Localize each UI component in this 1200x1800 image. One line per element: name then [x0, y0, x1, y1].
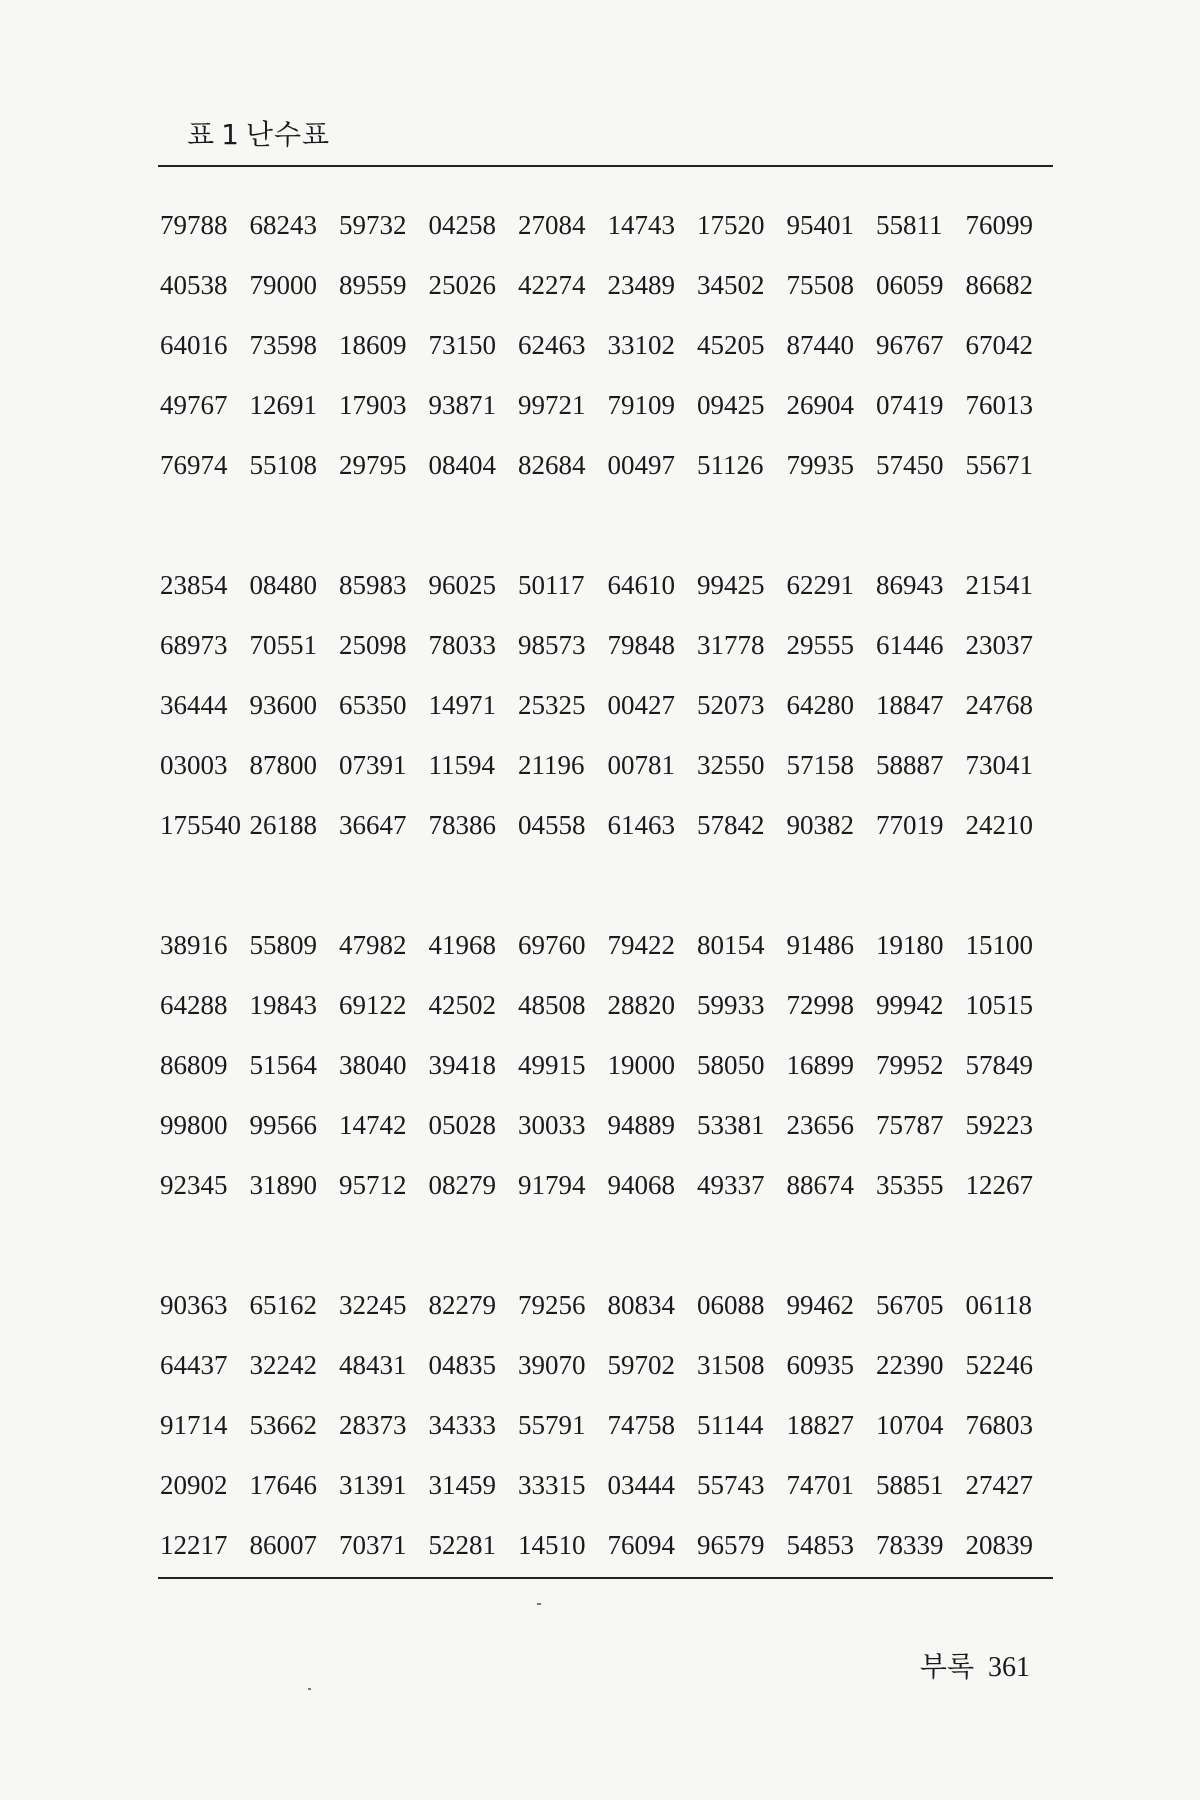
table-cell: 09425	[697, 389, 765, 420]
table-cell: 33315	[518, 1469, 586, 1500]
footer-label: 부록	[919, 1650, 974, 1683]
table-cell: 79848	[607, 629, 675, 660]
table-cell: 72998	[786, 989, 854, 1020]
table-cell: 29555	[786, 629, 854, 660]
table-cell: 93600	[249, 689, 317, 720]
table-cell: 79935	[786, 449, 854, 480]
table-cell: 88674	[786, 1169, 854, 1200]
table-cell: 86007	[249, 1529, 317, 1560]
table-cell: 06118	[965, 1289, 1032, 1320]
table-row	[160, 1335, 1055, 1395]
table-cell: 20902	[160, 1469, 228, 1500]
table-cell: 95401	[786, 209, 854, 240]
number-block	[160, 1275, 1055, 1575]
table-cell: 52073	[697, 689, 765, 720]
table-cell: 00497	[607, 449, 675, 480]
table-cell: 34502	[697, 269, 765, 300]
table-cell: 77019	[876, 809, 944, 840]
table-cell: 50117	[518, 569, 585, 600]
table-cell: 17520	[697, 209, 765, 240]
table-row	[160, 1275, 1055, 1335]
table-cell: 34333	[428, 1409, 496, 1440]
page-number: 361	[988, 1652, 1030, 1683]
table-cell: 10704	[876, 1409, 944, 1440]
table-cell: 80154	[697, 929, 765, 960]
table-cell: 04258	[428, 209, 496, 240]
table-title-text: 난수표	[245, 118, 331, 151]
table-cell: 18609	[339, 329, 407, 360]
table-cell: 68973	[160, 629, 228, 660]
table-row	[160, 795, 1055, 855]
table-row	[160, 195, 1055, 255]
table-cell: 59223	[965, 1109, 1033, 1140]
table-cell: 21541	[965, 569, 1033, 600]
table-cell: 89559	[339, 269, 407, 300]
table-cell: 57842	[697, 809, 765, 840]
table-cell: 91794	[518, 1169, 586, 1200]
table-cell: 55743	[697, 1469, 765, 1500]
table-cell: 28373	[339, 1409, 407, 1440]
table-cell: 70551	[249, 629, 317, 660]
table-cell: 48431	[339, 1349, 407, 1380]
table-cell: 14743	[607, 209, 675, 240]
table-row	[160, 1515, 1055, 1575]
table-row	[160, 975, 1055, 1035]
table-cell: 79952	[876, 1049, 944, 1080]
table-cell: 70371	[339, 1529, 407, 1560]
table-cell: 29795	[339, 449, 407, 480]
table-cell: 26188	[249, 809, 317, 840]
table-cell: 31391	[339, 1469, 407, 1500]
table-cell: 79422	[607, 929, 675, 960]
table-cell: 14510	[518, 1529, 586, 1560]
table-cell: 39418	[428, 1049, 496, 1080]
table-row	[160, 555, 1055, 615]
table-row	[160, 1095, 1055, 1155]
table-row	[160, 615, 1055, 675]
table-cell: 58050	[697, 1049, 765, 1080]
table-cell: 19180	[876, 929, 944, 960]
top-rule	[158, 165, 1053, 167]
table-cell: 23489	[607, 269, 675, 300]
table-cell: 99721	[518, 389, 586, 420]
table-cell: 19843	[249, 989, 317, 1020]
table-cell: 98573	[518, 629, 586, 660]
table-cell: 42274	[518, 269, 586, 300]
table-row	[160, 1455, 1055, 1515]
table-cell: 35355	[876, 1169, 944, 1200]
table-cell: 64016	[160, 329, 228, 360]
table-cell: 12267	[965, 1169, 1033, 1200]
table-cell: 91486	[786, 929, 854, 960]
table-cell: 42502	[428, 989, 496, 1020]
table-cell: 57849	[965, 1049, 1033, 1080]
table-title-number: 1	[221, 118, 240, 151]
table-cell: 25098	[339, 629, 407, 660]
table-cell: 51144	[697, 1409, 764, 1440]
table-cell: 28820	[607, 989, 675, 1020]
table-cell: 175540	[160, 809, 241, 840]
table-cell: 57450	[876, 449, 944, 480]
table-cell: 64280	[786, 689, 854, 720]
table-cell: 41968	[428, 929, 496, 960]
table-cell: 12691	[249, 389, 317, 420]
table-cell: 47982	[339, 929, 407, 960]
table-cell: 38040	[339, 1049, 407, 1080]
table-cell: 79256	[518, 1289, 586, 1320]
table-cell: 76099	[965, 209, 1033, 240]
table-cell: 56705	[876, 1289, 944, 1320]
table-cell: 76013	[965, 389, 1033, 420]
table-cell: 55791	[518, 1409, 586, 1440]
table-cell: 90382	[786, 809, 854, 840]
random-number-table	[160, 195, 1055, 1575]
table-cell: 68243	[249, 209, 317, 240]
table-cell: 00781	[607, 749, 675, 780]
table-cell: 18847	[876, 689, 944, 720]
table-cell: 31778	[697, 629, 765, 660]
table-cell: 11594	[428, 749, 495, 780]
table-cell: 99462	[786, 1289, 854, 1320]
number-block	[160, 195, 1055, 495]
table-cell: 55811	[876, 209, 943, 240]
table-row	[160, 315, 1055, 375]
table-cell: 75787	[876, 1109, 944, 1140]
table-cell: 30033	[518, 1109, 586, 1140]
table-cell: 32550	[697, 749, 765, 780]
table-cell: 04835	[428, 1349, 496, 1380]
table-cell: 53662	[249, 1409, 317, 1440]
table-cell: 96579	[697, 1529, 765, 1560]
number-block	[160, 915, 1055, 1215]
table-cell: 73041	[965, 749, 1033, 780]
table-cell: 58887	[876, 749, 944, 780]
table-cell: 94889	[607, 1109, 675, 1140]
table-cell: 55671	[965, 449, 1033, 480]
table-row	[160, 1035, 1055, 1095]
table-cell: 17646	[249, 1469, 317, 1500]
table-cell: 51564	[249, 1049, 317, 1080]
table-cell: 25026	[428, 269, 496, 300]
table-cell: 64610	[607, 569, 675, 600]
table-cell: 87440	[786, 329, 854, 360]
table-row	[160, 375, 1055, 435]
table-cell: 69122	[339, 989, 407, 1020]
table-title-prefix: 표	[187, 118, 216, 151]
table-cell: 86809	[160, 1049, 228, 1080]
table-cell: 76803	[965, 1409, 1033, 1440]
table-cell: 08404	[428, 449, 496, 480]
table-cell: 99800	[160, 1109, 228, 1140]
table-row	[160, 915, 1055, 975]
table-cell: 39070	[518, 1349, 586, 1380]
table-cell: 04558	[518, 809, 586, 840]
table-cell: 93871	[428, 389, 496, 420]
table-cell: 10515	[965, 989, 1033, 1020]
table-cell: 49915	[518, 1049, 586, 1080]
table-cell: 73150	[428, 329, 496, 360]
table-cell: 65350	[339, 689, 407, 720]
table-cell: 67042	[965, 329, 1033, 360]
table-cell: 62463	[518, 329, 586, 360]
table-cell: 22390	[876, 1349, 944, 1380]
table-cell: 32242	[249, 1349, 317, 1380]
table-row	[160, 735, 1055, 795]
table-cell: 96025	[428, 569, 496, 600]
table-cell: 51126	[697, 449, 764, 480]
table-cell: 85983	[339, 569, 407, 600]
table-cell: 55108	[249, 449, 317, 480]
table-cell: 79000	[249, 269, 317, 300]
table-cell: 40538	[160, 269, 228, 300]
table-cell: 03003	[160, 749, 228, 780]
table-cell: 48508	[518, 989, 586, 1020]
table-cell: 65162	[249, 1289, 317, 1320]
table-cell: 45205	[697, 329, 765, 360]
table-cell: 53381	[697, 1109, 765, 1140]
table-cell: 86943	[876, 569, 944, 600]
table-cell: 58851	[876, 1469, 944, 1500]
table-row	[160, 255, 1055, 315]
bottom-rule	[158, 1577, 1053, 1579]
table-cell: 31508	[697, 1349, 765, 1380]
table-cell: 05028	[428, 1109, 496, 1140]
table-cell: 61463	[607, 809, 675, 840]
table-cell: 94068	[607, 1169, 675, 1200]
page-footer	[920, 1645, 1030, 1685]
table-cell: 62291	[786, 569, 854, 600]
table-cell: 79788	[160, 209, 228, 240]
table-cell: 14742	[339, 1109, 407, 1140]
table-cell: 27084	[518, 209, 586, 240]
table-cell: 31459	[428, 1469, 496, 1500]
table-cell: 92345	[160, 1169, 228, 1200]
table-cell: 99942	[876, 989, 944, 1020]
table-cell: 78339	[876, 1529, 944, 1560]
table-cell: 78033	[428, 629, 496, 660]
table-cell: 21196	[518, 749, 585, 780]
table-cell: 36647	[339, 809, 407, 840]
table-cell: 80834	[607, 1289, 675, 1320]
table-row	[160, 675, 1055, 735]
table-cell: 38916	[160, 929, 228, 960]
table-cell: 61446	[876, 629, 944, 660]
table-cell: 14971	[428, 689, 496, 720]
table-cell: 24768	[965, 689, 1033, 720]
table-cell: 76094	[607, 1529, 675, 1560]
table-cell: 82684	[518, 449, 586, 480]
table-cell: 76974	[160, 449, 228, 480]
table-cell: 69760	[518, 929, 586, 960]
speck-mark	[308, 1688, 311, 1690]
table-cell: 64437	[160, 1349, 228, 1380]
table-row	[160, 435, 1055, 495]
table-cell: 52281	[428, 1529, 496, 1560]
table-cell: 07419	[876, 389, 944, 420]
table-row	[160, 1395, 1055, 1455]
table-cell: 99566	[249, 1109, 317, 1140]
table-cell: 23037	[965, 629, 1033, 660]
table-cell: 73598	[249, 329, 317, 360]
table-cell: 16899	[786, 1049, 854, 1080]
table-cell: 57158	[786, 749, 854, 780]
table-cell: 27427	[965, 1469, 1033, 1500]
table-cell: 03444	[607, 1469, 675, 1500]
table-cell: 06059	[876, 269, 944, 300]
table-cell: 55809	[249, 929, 317, 960]
table-cell: 82279	[428, 1289, 496, 1320]
table-cell: 23854	[160, 569, 228, 600]
table-cell: 24210	[965, 809, 1033, 840]
table-cell: 17903	[339, 389, 407, 420]
table-cell: 25325	[518, 689, 586, 720]
table-cell: 36444	[160, 689, 228, 720]
speck-mark	[537, 1603, 541, 1605]
table-cell: 74758	[607, 1409, 675, 1440]
table-cell: 20839	[965, 1529, 1033, 1560]
table-cell: 96767	[876, 329, 944, 360]
table-cell: 91714	[160, 1409, 228, 1440]
table-cell: 07391	[339, 749, 407, 780]
table-cell: 49337	[697, 1169, 765, 1200]
table-cell: 59702	[607, 1349, 675, 1380]
table-cell: 18827	[786, 1409, 854, 1440]
table-title	[187, 113, 330, 153]
table-cell: 99425	[697, 569, 765, 600]
table-cell: 49767	[160, 389, 228, 420]
table-cell: 79109	[607, 389, 675, 420]
table-cell: 64288	[160, 989, 228, 1020]
table-row	[160, 1155, 1055, 1215]
table-cell: 06088	[697, 1289, 765, 1320]
table-cell: 08480	[249, 569, 317, 600]
table-cell: 26904	[786, 389, 854, 420]
table-cell: 15100	[965, 929, 1033, 960]
table-cell: 60935	[786, 1349, 854, 1380]
table-cell: 00427	[607, 689, 675, 720]
table-cell: 19000	[607, 1049, 675, 1080]
table-cell: 23656	[786, 1109, 854, 1140]
table-cell: 54853	[786, 1529, 854, 1560]
number-block	[160, 555, 1055, 855]
table-cell: 08279	[428, 1169, 496, 1200]
table-cell: 90363	[160, 1289, 228, 1320]
table-cell: 86682	[965, 269, 1033, 300]
table-cell: 78386	[428, 809, 496, 840]
table-cell: 74701	[786, 1469, 854, 1500]
table-cell: 52246	[965, 1349, 1033, 1380]
table-cell: 12217	[160, 1529, 228, 1560]
table-cell: 31890	[249, 1169, 317, 1200]
table-cell: 33102	[607, 329, 675, 360]
table-cell: 59732	[339, 209, 407, 240]
table-cell: 87800	[249, 749, 317, 780]
table-cell: 59933	[697, 989, 765, 1020]
table-cell: 95712	[339, 1169, 407, 1200]
table-cell: 32245	[339, 1289, 407, 1320]
table-cell: 75508	[786, 269, 854, 300]
